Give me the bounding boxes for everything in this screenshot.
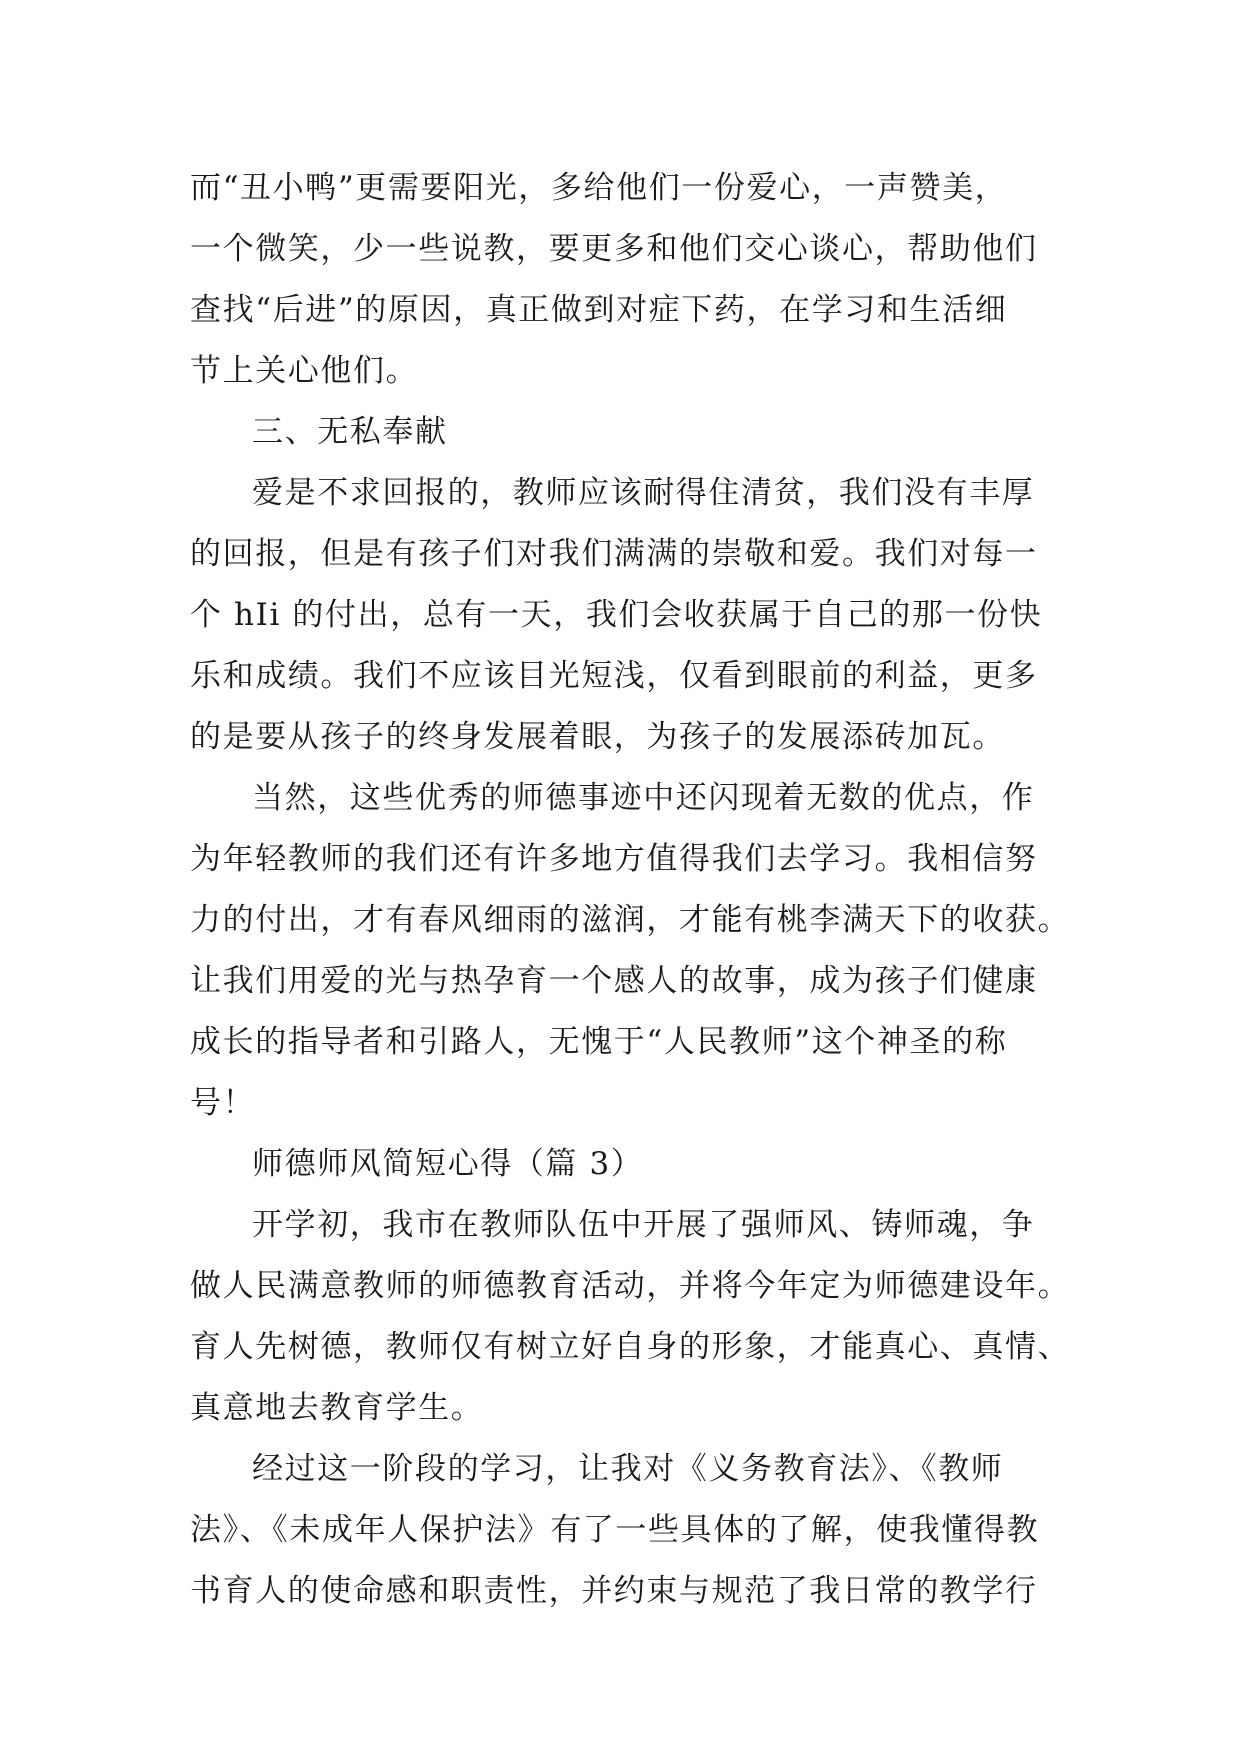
text-line: 的是要从孩子的终身发展着眼，为孩子的发展添砖加瓦。 (190, 719, 1005, 755)
text-line: 节上关心他们。 (190, 353, 419, 389)
text-line: 乐和成绩。我们不应该目光短浅，仅看到眼前的利益，更多 (190, 658, 1038, 694)
text-line: 而“丑小鸭”更需要阳光，多给他们一份爱心，一声赞美， (190, 170, 1008, 206)
text-line: 真意地去教育学生。 (190, 1390, 484, 1426)
text-line: 开学初，我市在教师队伍中开展了强师风、铸师魂，争 (252, 1207, 1035, 1243)
text-line: 查找“后进”的原因，真正做到对症下药，在学习和生活细 (190, 292, 1008, 328)
text-line: 师德师风简短心得（篇 3） (252, 1146, 644, 1182)
text-line: 让我们用爱的光与热孕育一个感人的故事，成为孩子们健康 (190, 963, 1038, 999)
text-line: 为年轻教师的我们还有许多地方值得我们去学习。我相信努 (190, 841, 1038, 877)
text-line: 经过这一阶段的学习，让我对《义务教育法》、《教师 (252, 1451, 1004, 1487)
text-line: 书育人的使命感和职责性，并约束与规范了我日常的教学行 (190, 1573, 1038, 1609)
text-line: 三、无私奉献 (252, 414, 448, 450)
text-line: 当然，这些优秀的师德事迹中还闪现着无数的优点，作 (252, 780, 1035, 816)
text-line: 爱是不求回报的，教师应该耐得住清贫，我们没有丰厚 (252, 475, 1035, 511)
text-line: 成长的指导者和引路人，无愧于“人民教师”这个神圣的称 (190, 1024, 1008, 1060)
text-line: 力的付出，才有春风细雨的滋润，才能有桃李满天下的收获。 (190, 902, 1071, 938)
document-body (190, 158, 1071, 1622)
text-line: 的回报，但是有孩子们对我们满满的崇敬和爱。我们对每一 (190, 536, 1038, 572)
text-line: 法》、《未成年人保护法》有了一些具体的了解，使我懂得教 (190, 1512, 1040, 1548)
text-line: 号！ (190, 1085, 256, 1121)
text-line: 育人先树德，教师仅有树立好自身的形象，才能真心、真情、 (190, 1329, 1071, 1365)
text-line: 做人民满意教师的师德教育活动，并将今年定为师德建设年。 (190, 1268, 1071, 1304)
text-line: 个 hIi 的付出，总有一天，我们会收获属于自己的那一份快 (190, 597, 1043, 633)
text-line: 一个微笑，少一些说教，要更多和他们交心谈心，帮助他们 (190, 231, 1038, 267)
